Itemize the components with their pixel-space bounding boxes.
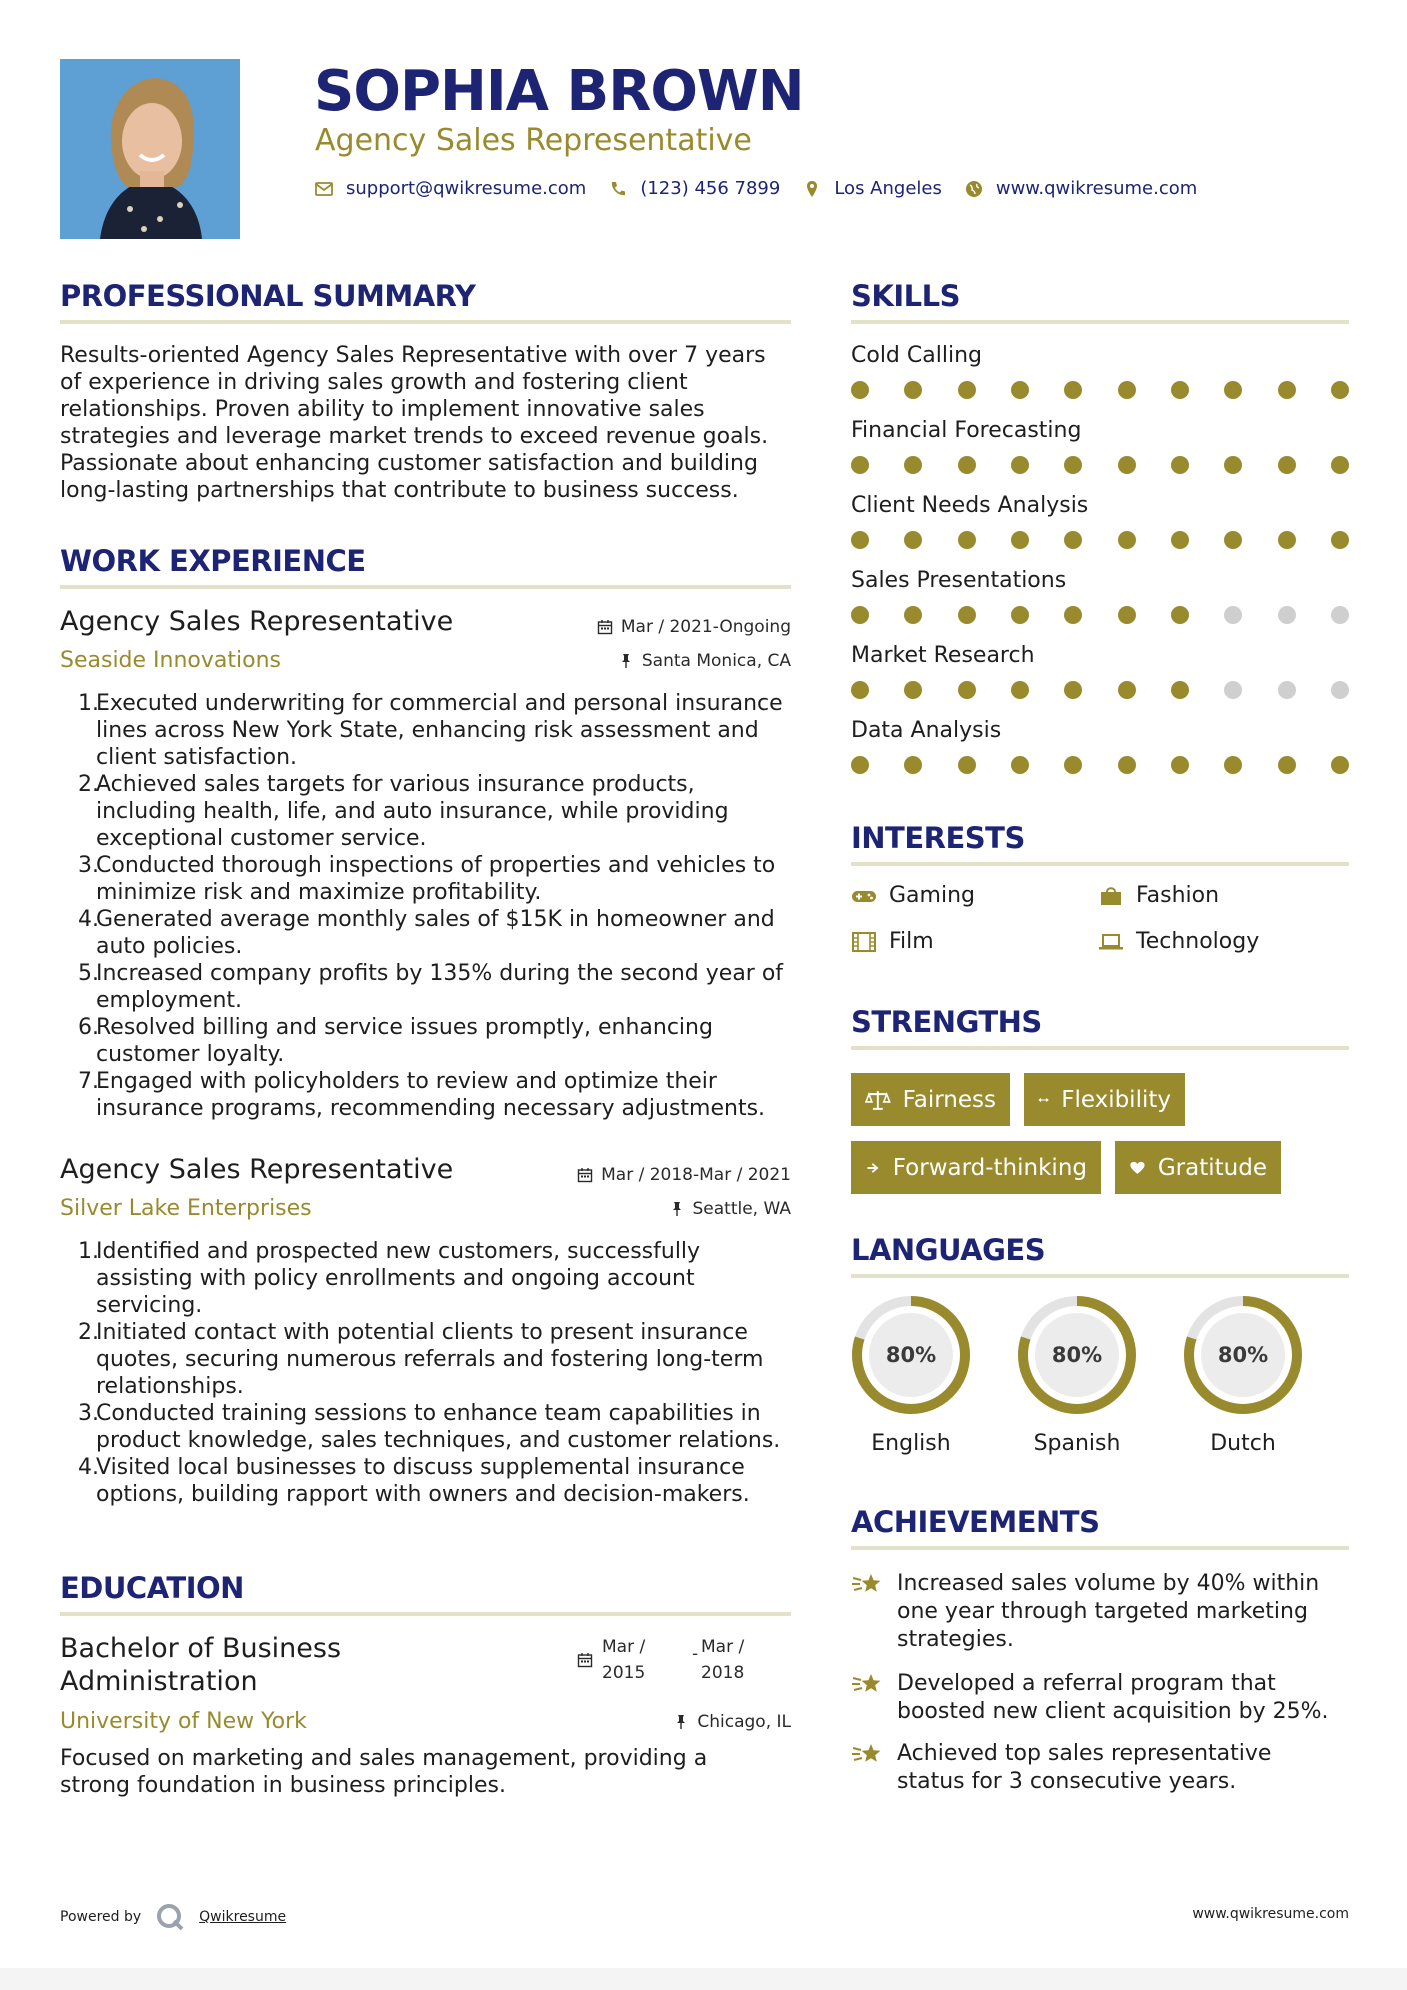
arrows-horizontal-icon (1038, 1089, 1049, 1111)
list-item: 4. Visited local businesses to discuss supplemental insurance options, building rapport with owners and decision-makers. (78, 1454, 818, 1508)
school-name: University of New York (60, 1709, 307, 1734)
language-percent: 80% (1217, 1343, 1269, 1367)
interest-technology (1098, 929, 1259, 954)
skill-rating (851, 530, 1349, 550)
rating-dot-filled (1331, 756, 1349, 774)
candidate-title: Agency Sales Representative (315, 123, 752, 158)
interests-rule (851, 862, 1349, 866)
contact-website-text: www.qwikresume.com (995, 178, 1198, 199)
language-percent: 80% (1051, 1343, 1103, 1367)
rating-dot-filled (1011, 756, 1029, 774)
rating-dot-filled (1064, 606, 1082, 624)
interests-heading: INTERESTS (851, 821, 1025, 855)
strength-label: Forward-thinking (892, 1154, 1087, 1181)
degree-name (60, 1632, 341, 1698)
gamepad-icon (851, 885, 877, 907)
rating-dot-filled (1224, 756, 1242, 774)
edu-start-year: 2015 (602, 1663, 646, 1683)
calendar-icon (577, 1652, 593, 1668)
achievement-line: Achieved top sales representative (897, 1741, 1272, 1766)
calendar-icon (577, 1167, 593, 1183)
rating-dot-filled (1331, 531, 1349, 549)
profile-photo (60, 59, 240, 239)
job-location-text: Santa Monica, CA (641, 651, 791, 671)
summary-line: long-lasting partnerships that contribute to business success. (60, 478, 739, 503)
list-item: 3. Conducted training sessions to enhance team capabilities in product knowledge, sales techniques, and customer relations. (78, 1400, 818, 1454)
rating-dot-filled (851, 606, 869, 624)
contact-location (802, 178, 942, 199)
list-line: quotes, securing numerous referrals and fostering long-term (96, 1347, 764, 1372)
edu-desc-line: strong foundation in business principles. (60, 1773, 506, 1798)
skill-label: Sales Presentations (851, 568, 1067, 593)
company-name: Seaside Innovations (60, 648, 281, 673)
list-line: auto policies. (96, 934, 243, 959)
interest-fashion (1098, 883, 1219, 908)
rating-dot-filled (1011, 381, 1029, 399)
achievement-text (897, 1570, 1319, 1654)
rating-dot-filled (1278, 756, 1296, 774)
language-donut (849, 1293, 973, 1417)
skill-label: Client Needs Analysis (851, 493, 1089, 518)
job-responsibilities (60, 690, 818, 1122)
languages-rule (851, 1274, 1349, 1278)
rating-dot-filled (1118, 681, 1136, 699)
skill-label: Financial Forecasting (851, 418, 1082, 443)
achievement-item (851, 1570, 1351, 1654)
rating-dot-filled (958, 606, 976, 624)
job-dates (500, 616, 791, 638)
map-marker-icon (802, 179, 822, 199)
rating-dot-filled (1171, 606, 1189, 624)
list-line: relationships. (96, 1374, 244, 1399)
languages-heading: LANGUAGES (851, 1233, 1046, 1267)
calendar-icon (597, 619, 613, 635)
achievement-line: boosted new client acquisition by 25%. (897, 1699, 1329, 1724)
shooting-star-icon (851, 1568, 885, 1600)
job-dates-text: Mar / 2021-Ongoing (620, 617, 791, 637)
education-heading: EDUCATION (60, 1571, 244, 1605)
degree-line: Administration (60, 1666, 258, 1697)
laptop-icon (1098, 931, 1124, 953)
rating-dot-filled (1011, 681, 1029, 699)
edu-end-date (701, 1634, 744, 1686)
globe-icon (964, 179, 984, 199)
contact-bar (314, 178, 1219, 199)
brand-link[interactable]: Qwikresume (199, 1909, 287, 1925)
rating-dot-filled (1171, 456, 1189, 474)
list-line: insurance programs, recommending necessary adjustments. (96, 1096, 766, 1121)
skill-label: Cold Calling (851, 343, 982, 368)
achievement-line: Increased sales volume by 40% within (897, 1571, 1320, 1596)
summary-line: Results-oriented Agency Sales Representative with over 7 years (60, 343, 766, 368)
rating-dot-filled (851, 531, 869, 549)
list-item: 5. Increased company profits by 135% during the second year of employment. (78, 960, 818, 1014)
skill-rating (851, 755, 1349, 775)
language-name: Spanish (1033, 1431, 1121, 1456)
strength-gratitude (1115, 1141, 1281, 1194)
list-line: Identified and prospected new customers, successfully (96, 1239, 701, 1264)
edu-end-year: 2018 (701, 1663, 745, 1683)
list-line: employment. (96, 988, 243, 1013)
rating-dot-filled (1064, 456, 1082, 474)
rating-dot-empty (1278, 606, 1296, 624)
achievement-line: one year through targeted marketing (897, 1599, 1308, 1624)
rating-dot-filled (1118, 531, 1136, 549)
list-item: 6. Resolved billing and service issues promptly, enhancing customer loyalty. (78, 1014, 818, 1068)
rating-dot-filled (904, 456, 922, 474)
rating-dot-empty (1224, 606, 1242, 624)
strengths-heading: STRENGTHS (851, 1005, 1042, 1039)
rating-dot-filled (1171, 681, 1189, 699)
summary-text (60, 342, 800, 504)
rating-dot-filled (1011, 606, 1029, 624)
rating-dot-filled (1118, 756, 1136, 774)
rating-dot-filled (851, 381, 869, 399)
rating-dot-filled (1064, 756, 1082, 774)
rating-dot-filled (851, 681, 869, 699)
rating-dot-filled (904, 756, 922, 774)
summary-line: of experience in driving sales growth and fostering client (60, 370, 688, 395)
skills-heading: SKILLS (851, 279, 960, 313)
list-line: Increased company profits by 135% during the second year of (96, 961, 784, 986)
footer-powered-by (60, 1902, 286, 1932)
pushpin-icon (618, 653, 634, 669)
qwikresume-logo-icon (155, 1902, 185, 1932)
list-line: Visited local businesses to discuss supplemental insurance (96, 1455, 745, 1480)
pushpin-icon (669, 1201, 685, 1217)
rating-dot-filled (1278, 456, 1296, 474)
interest-label: Film (889, 929, 934, 954)
rating-dot-filled (904, 681, 922, 699)
achievements-rule (851, 1546, 1349, 1550)
phone-icon (608, 179, 628, 199)
rating-dot-filled (1171, 756, 1189, 774)
list-item: 2. Achieved sales targets for various insurance products, including health, life, and auto insurance, while providing exceptional customer service. (78, 771, 818, 852)
contact-location-text: Los Angeles (834, 178, 942, 199)
interest-film (851, 929, 934, 954)
language-percent: 80% (885, 1343, 937, 1367)
skills-rule (851, 320, 1349, 324)
company-name: Silver Lake Enterprises (60, 1196, 312, 1221)
rating-dot-filled (1224, 381, 1242, 399)
list-item: 7. Engaged with policyholders to review and optimize their insurance programs, recommending necessary adjustments. (78, 1068, 818, 1122)
experience-heading: WORK EXPERIENCE (60, 544, 366, 578)
edu-location (500, 1711, 791, 1733)
list-line: Engaged with policyholders to review and optimize their (96, 1069, 717, 1094)
interest-gaming (851, 883, 975, 908)
interest-label: Fashion (1136, 883, 1220, 908)
list-line: lines across New York State, enhancing risk assessment and (96, 718, 759, 743)
rating-dot-empty (1331, 606, 1349, 624)
contact-website[interactable] (964, 178, 1197, 199)
rating-dot-empty (1278, 681, 1296, 699)
interest-label: Gaming (889, 883, 975, 908)
list-line: Conducted thorough inspections of properties and vehicles to (96, 853, 776, 878)
list-line: minimize risk and maximize profitability. (96, 880, 542, 905)
job-title: Agency Sales Representative (60, 606, 454, 637)
achievement-line: strategies. (897, 1627, 1014, 1652)
list-line: product knowledge, sales techniques, and customer relations. (96, 1428, 781, 1453)
list-item: 1. Identified and prospected new customers, successfully assisting with policy enrollments and ongoing account servicing. (78, 1238, 818, 1319)
rating-dot-filled (1224, 456, 1242, 474)
skill-rating (851, 605, 1349, 625)
achievement-line: status for 3 consecutive years. (897, 1769, 1237, 1794)
language-name: English (871, 1431, 951, 1456)
list-item: 2. Initiated contact with potential clients to present insurance quotes, securing numerous referrals and fostering long-term relationships. (78, 1319, 818, 1400)
achievement-item (851, 1670, 1351, 1726)
rating-dot-filled (1331, 456, 1349, 474)
rating-dot-filled (851, 456, 869, 474)
rating-dot-filled (1011, 531, 1029, 549)
rating-dot-filled (1064, 531, 1082, 549)
achievement-line: Developed a referral program that (897, 1671, 1276, 1696)
contact-phone-text: (123) 456 7899 (640, 178, 781, 199)
list-line: including health, life, and auto insurance, while providing (96, 799, 729, 824)
skill-label: Market Research (851, 643, 1035, 668)
language-donut (1015, 1293, 1139, 1417)
shooting-star-icon (851, 1668, 885, 1700)
edu-start-date (602, 1634, 645, 1686)
job-location-text: Seattle, WA (692, 1199, 791, 1219)
page-bottom-edge (0, 1968, 1407, 1990)
language-ring (1181, 1293, 1305, 1417)
rating-dot-empty (1331, 681, 1349, 699)
achievements-heading: ACHIEVEMENTS (851, 1505, 1100, 1539)
rating-dot-filled (958, 681, 976, 699)
arrow-right-icon (865, 1157, 881, 1179)
summary-line: relationships. Proven ability to implement innovative sales (60, 397, 705, 422)
heart-icon (1129, 1157, 1146, 1179)
job-location (500, 650, 791, 672)
edu-desc-line: Focused on marketing and sales management, providing a (60, 1746, 708, 1771)
contact-email[interactable] (314, 178, 586, 199)
job-title: Agency Sales Representative (60, 1154, 454, 1185)
list-item: 3. Conducted thorough inspections of properties and vehicles to minimize risk and maximize profitability. (78, 852, 818, 906)
rating-dot-filled (1064, 381, 1082, 399)
job-responsibilities (60, 1238, 818, 1508)
rating-dot-empty (1224, 681, 1242, 699)
footer-website[interactable]: www.qwikresume.com (1192, 1906, 1349, 1922)
interest-label: Technology (1136, 929, 1260, 954)
list-line: client satisfaction. (96, 745, 298, 770)
summary-heading: PROFESSIONAL SUMMARY (60, 279, 476, 313)
strengths-rule (851, 1046, 1349, 1050)
candidate-name: SOPHIA BROWN (314, 59, 804, 124)
strength-flexibility (1024, 1073, 1185, 1126)
list-line: exceptional customer service. (96, 826, 427, 851)
skill-rating (851, 680, 1349, 700)
rating-dot-filled (1278, 531, 1296, 549)
contact-phone[interactable] (608, 178, 780, 199)
rating-dot-filled (1171, 531, 1189, 549)
strength-label: Gratitude (1157, 1154, 1267, 1181)
rating-dot-filled (904, 381, 922, 399)
rating-dot-filled (1118, 381, 1136, 399)
list-line: Achieved sales targets for various insurance products, (96, 772, 695, 797)
education-description (60, 1745, 800, 1799)
achievement-text (897, 1740, 1271, 1796)
strength-fairness (851, 1073, 1010, 1126)
rating-dot-filled (1171, 381, 1189, 399)
rating-dot-filled (1064, 681, 1082, 699)
education-rule (60, 1612, 791, 1616)
summary-rule (60, 320, 791, 324)
job-dates-text: Mar / 2018-Mar / 2021 (601, 1165, 791, 1185)
list-line: Generated average monthly sales of $15K in homeowner and (96, 907, 775, 932)
rating-dot-filled (1331, 381, 1349, 399)
list-item: 4. Generated average monthly sales of $15K in homeowner and auto policies. (78, 906, 818, 960)
list-line: Resolved billing and service issues promptly, enhancing (96, 1015, 713, 1040)
rating-dot-filled (1011, 456, 1029, 474)
rating-dot-filled (958, 381, 976, 399)
strength-label: Flexibility (1061, 1086, 1171, 1113)
rating-dot-filled (1278, 381, 1296, 399)
contact-email-text: support@qwikresume.com (346, 178, 587, 199)
list-line: options, building rapport with owners and decision-makers. (96, 1482, 750, 1507)
powered-by-text: Powered by (60, 1909, 142, 1925)
rating-dot-filled (958, 756, 976, 774)
edu-location-text: Chicago, IL (697, 1712, 791, 1732)
job-location (500, 1198, 791, 1220)
rating-dot-filled (1118, 606, 1136, 624)
balance-scale-icon (865, 1089, 891, 1111)
list-item: 1. Executed underwriting for commercial and personal insurance lines across New York State, enhancing risk assessment and client satisfaction. (78, 690, 818, 771)
list-line: Initiated contact with potential clients to present insurance (96, 1320, 748, 1345)
summary-line: strategies and leverage market trends to exceed revenue goals. (60, 424, 769, 449)
edu-start-month: Mar / (602, 1637, 646, 1657)
rating-dot-filled (1224, 531, 1242, 549)
rating-dot-filled (904, 606, 922, 624)
rating-dot-filled (904, 531, 922, 549)
rating-dot-filled (851, 756, 869, 774)
strength-forward-thinking (851, 1141, 1101, 1194)
list-line: assisting with policy enrollments and ongoing account (96, 1266, 695, 1291)
edu-date-dash: - (692, 1644, 699, 1664)
edu-end-month: Mar / (701, 1637, 745, 1657)
list-line: Conducted training sessions to enhance team capabilities in (96, 1401, 761, 1426)
pushpin-icon (673, 1714, 689, 1730)
achievement-text (897, 1670, 1329, 1726)
achievement-item (851, 1740, 1351, 1796)
rating-dot-filled (1118, 456, 1136, 474)
envelope-icon (314, 179, 334, 199)
summary-line: Passionate about enhancing customer satisfaction and building (60, 451, 758, 476)
rating-dot-filled (958, 456, 976, 474)
list-line: servicing. (96, 1293, 203, 1318)
experience-rule (60, 585, 791, 589)
degree-line: Bachelor of Business (60, 1633, 342, 1664)
language-name: Dutch (1210, 1431, 1276, 1456)
list-line: customer loyalty. (96, 1042, 285, 1067)
skill-rating (851, 380, 1349, 400)
shopping-bag-icon (1098, 885, 1124, 907)
language-donut (1181, 1293, 1305, 1417)
strength-label: Fairness (902, 1086, 996, 1113)
shooting-star-icon (851, 1738, 885, 1770)
film-icon (851, 931, 877, 953)
skill-label: Data Analysis (851, 718, 1002, 743)
job-dates (500, 1164, 791, 1186)
rating-dot-filled (958, 531, 976, 549)
language-ring (849, 1293, 973, 1417)
skill-rating (851, 455, 1349, 475)
list-line: Executed underwriting for commercial and personal insurance (96, 691, 783, 716)
language-ring (1015, 1293, 1139, 1417)
